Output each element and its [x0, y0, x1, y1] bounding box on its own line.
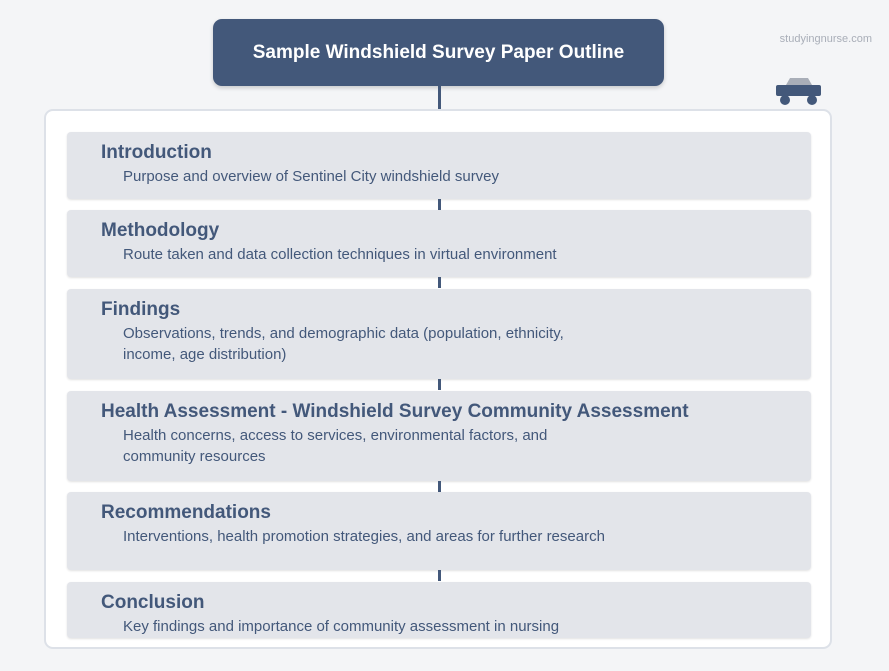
section-connector: [438, 570, 441, 581]
section-heading: Methodology: [101, 220, 220, 241]
section-heading: Conclusion: [101, 592, 205, 613]
section-heading: Health Assessment - Windshield Survey Community Assessment: [101, 401, 689, 422]
watermark: studyingnurse.com: [779, 33, 872, 45]
section-heading: Introduction: [101, 142, 212, 163]
section-connector: [438, 481, 441, 492]
section-description: Key findings and importance of community assessment in nursing: [123, 618, 560, 635]
section-conclusion: [67, 582, 811, 638]
car-icon: [776, 78, 821, 106]
section-connector: [438, 379, 441, 390]
diagram-title: Sample Windshield Survey Paper Outline: [213, 19, 664, 86]
section-description: Interventions, health promotion strategies, and areas for further research: [123, 528, 605, 545]
section-description: Observations, trends, and demographic data (population, ethnicity, income, age distribution): [123, 325, 564, 363]
section-findings: [67, 289, 811, 379]
section-connector: [438, 199, 441, 210]
title-connector: [438, 86, 441, 109]
section-heading: Findings: [101, 299, 181, 320]
section-description: Health concerns, access to services, environmental factors, and community resources: [123, 427, 548, 465]
section-introduction: [67, 132, 811, 199]
section-recommendations: [67, 492, 811, 570]
section-description: Route taken and data collection techniques in virtual environment: [123, 246, 557, 263]
section-description: Purpose and overview of Sentinel City windshield survey: [123, 168, 500, 185]
section-health-assessment: [67, 391, 811, 481]
section-connector: [438, 277, 441, 288]
section-methodology: [67, 210, 811, 277]
section-heading: Recommendations: [101, 502, 271, 523]
